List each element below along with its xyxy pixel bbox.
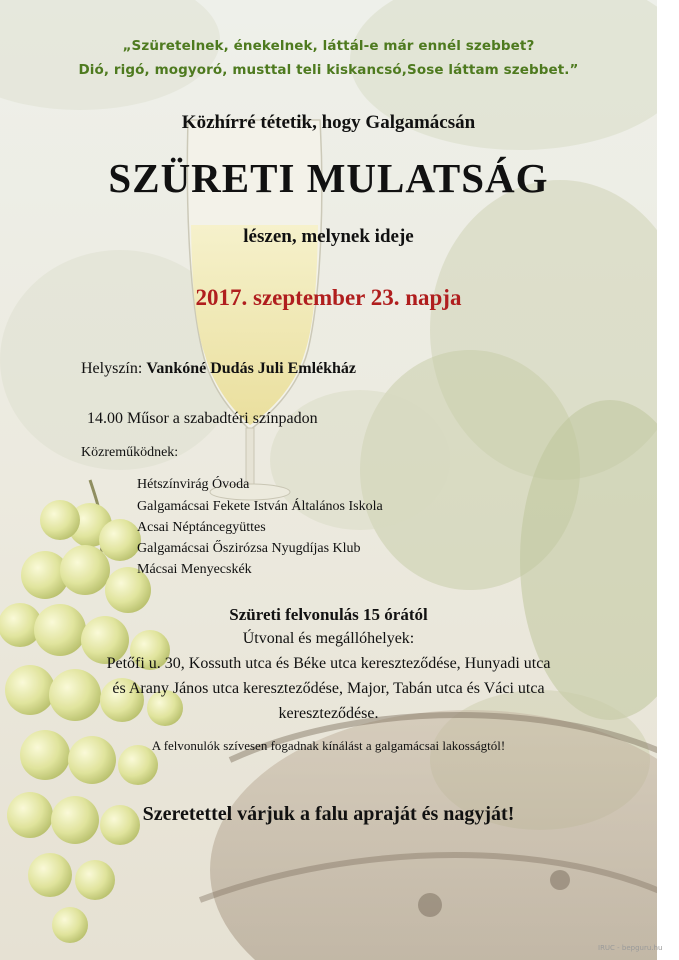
parade-route-line: és Arany János utca kereszteződése, Major, Tabán utca és Váci utca (112, 680, 545, 697)
location-label: Helyszín: (81, 360, 143, 377)
parade-route-line: kereszteződése. (278, 705, 379, 722)
participant-item: Hétszínvirág Óvoda (137, 477, 250, 492)
participant-item: Galgamácsai Fekete István Általános Iskola (137, 499, 383, 514)
participant-item: Acsai Néptáncegyüttes (137, 520, 266, 535)
participant-item: Mácsai Menyecskék (137, 562, 252, 577)
closing-line: Szeretettel várjuk a falu apraját és nagyját! (142, 803, 515, 825)
watermark: IRUC - bepguru.hu (598, 944, 663, 952)
participant-item: Galgamácsai Őszirózsa Nyugdíjas Klub (137, 541, 361, 556)
participants-heading: Közreműködnek: (81, 445, 179, 460)
barrel-bolt (550, 870, 570, 890)
location-line (81, 360, 356, 378)
announcement-subtitle: lészen, melynek ideje (243, 226, 414, 247)
right-edge-strip (657, 0, 679, 960)
announcement-intro: Közhírré tétetik, hogy Galgamácsán (181, 112, 476, 133)
event-date: 2017. szeptember 23. napja (195, 285, 462, 310)
parade-route-line: Petőfi u. 30, Kossuth utca és Béke utca kereszteződése, Hunyadi utca (106, 655, 551, 672)
parade-note: A felvonulók szívesen fogadnak kínálást a galgamácsai lakosságtól! (151, 738, 506, 753)
quote-line-2: Dió, rigó, mogyoró, musttal teli kiskancsó,Sose láttam szebbet.” (78, 62, 579, 78)
barrel-bolt (418, 893, 442, 917)
parade-heading: Szüreti felvonulás 15 órától (229, 605, 428, 624)
event-title: SZÜRETI MULATSÁG (108, 155, 549, 201)
location-value: Vankóné Dudás Juli Emlékház (146, 360, 357, 377)
quote-line-1: „Szüretelnek, énekelnek, láttál-e már ennél szebbet? (122, 38, 535, 54)
parade-route-heading: Útvonal és megállóhelyek: (242, 630, 415, 647)
program-start: 14.00 Műsor a szabadtéri színpadon (87, 410, 318, 427)
